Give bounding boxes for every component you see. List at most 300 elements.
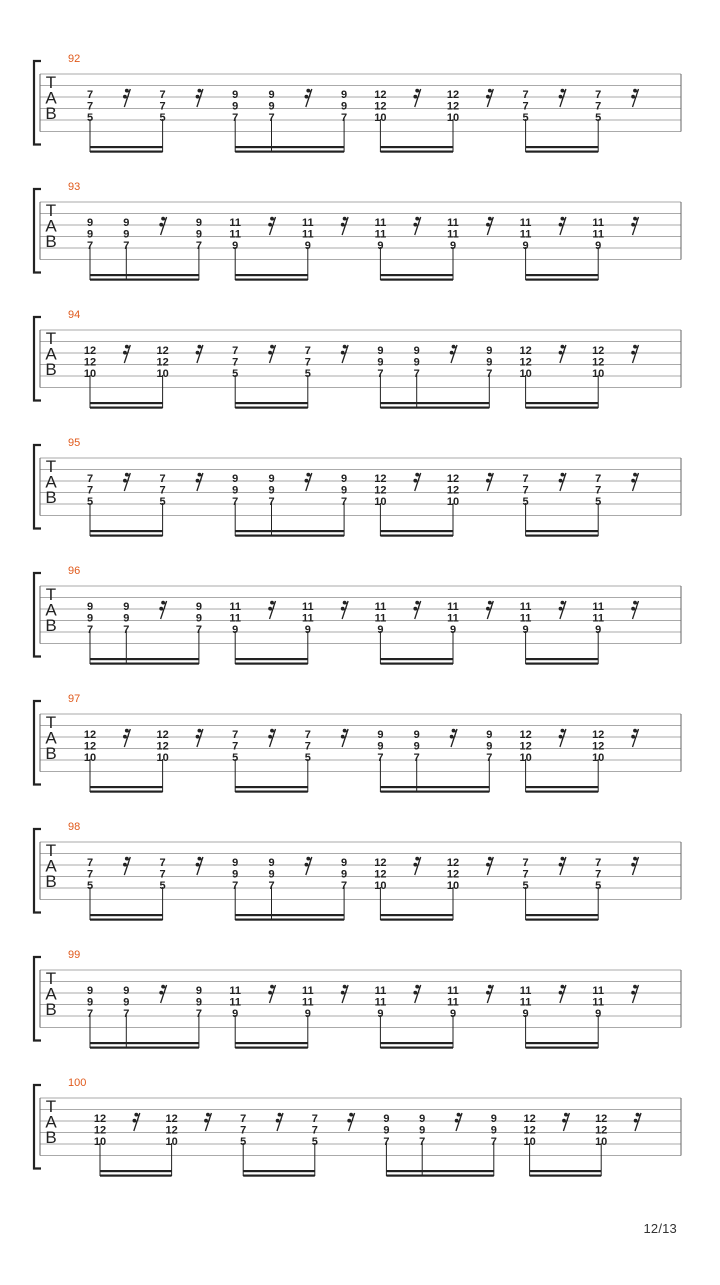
fret-number: 7	[268, 496, 275, 508]
sixteenth-rest	[347, 1113, 354, 1131]
fret-number: 5	[304, 752, 311, 764]
fret-number: 11	[519, 996, 532, 1009]
beam	[90, 919, 163, 921]
fret-number: 7	[490, 1136, 497, 1148]
tab-clef-letter: A	[45, 600, 57, 620]
fret-number: 12	[595, 1124, 608, 1137]
fret-number: 12	[519, 356, 532, 369]
measure-number: 97	[68, 693, 81, 705]
tab-clef-letter: A	[45, 472, 57, 492]
fret-number: 7	[86, 473, 94, 485]
tab-system-92	[34, 53, 681, 153]
fret-number: 7	[595, 89, 602, 101]
fret-number: 11	[592, 228, 605, 241]
fret-number: 11	[447, 985, 459, 997]
fret-number: 5	[86, 112, 94, 124]
sixteenth-rest	[413, 217, 420, 235]
sixteenth-rest	[123, 729, 130, 747]
fret-number: 9	[123, 612, 130, 625]
beam	[235, 658, 308, 660]
fret-number: 9	[268, 473, 275, 485]
fret-number: 9	[377, 240, 384, 252]
fret-number: 9	[341, 100, 348, 113]
tab-clef-letter: B	[45, 1000, 57, 1019]
fret-number: 9	[86, 601, 94, 613]
fret-number: 5	[304, 368, 311, 380]
fret-number: 11	[229, 996, 242, 1009]
fret-number: 9	[449, 1008, 457, 1020]
fret-number: 9	[419, 1113, 426, 1125]
sixteenth-rest	[631, 345, 638, 363]
fret-number: 11	[519, 612, 532, 625]
fret-number: 7	[486, 752, 493, 764]
sixteenth-rest	[486, 985, 493, 1003]
sixteenth-rest	[268, 601, 275, 619]
tab-system-98	[34, 821, 681, 921]
fret-number: 7	[195, 624, 202, 636]
fret-number: 9	[232, 624, 239, 636]
tab-system-99	[34, 949, 681, 1049]
sixteenth-rest	[631, 601, 638, 619]
fret-number: 10	[519, 368, 532, 380]
fret-number: 12	[446, 868, 460, 881]
beam	[526, 1047, 599, 1049]
fret-number: 9	[86, 996, 94, 1009]
tab-system-95	[34, 437, 681, 537]
fret-number: 10	[93, 1136, 107, 1148]
fret-number: 9	[377, 740, 384, 753]
fret-number: 7	[595, 484, 602, 497]
beam	[530, 1170, 602, 1172]
sixteenth-rest	[486, 601, 493, 619]
beam	[526, 535, 599, 537]
fret-number: 9	[341, 473, 348, 485]
fret-number: 10	[374, 496, 387, 508]
fret-number: 12	[374, 857, 387, 869]
fret-number: 12	[83, 356, 97, 369]
fret-number: 12	[592, 729, 605, 741]
fret-number: 9	[195, 217, 202, 229]
fret-number: 7	[419, 1136, 426, 1148]
sixteenth-rest	[123, 345, 130, 363]
sixteenth-rest	[159, 985, 166, 1003]
beam	[90, 151, 163, 153]
fret-number: 9	[86, 985, 94, 997]
tab-system-96	[34, 565, 681, 665]
beam	[90, 146, 163, 148]
beam	[90, 786, 163, 788]
fret-number: 12	[165, 1124, 178, 1137]
page-number: 12/13	[643, 1221, 677, 1236]
fret-number: 12	[83, 740, 97, 753]
fret-number: 7	[232, 729, 239, 741]
tab-clef-letter: T	[45, 713, 57, 732]
beam	[380, 402, 489, 404]
beam	[526, 786, 599, 788]
fret-number: 7	[86, 484, 94, 497]
fret-number: 9	[341, 484, 348, 497]
fret-number: 9	[413, 740, 420, 753]
sixteenth-rest	[159, 601, 166, 619]
fret-number: 7	[159, 868, 166, 881]
tab-clef-letter: T	[45, 841, 57, 860]
fret-number: 11	[229, 228, 242, 241]
beam	[380, 146, 453, 148]
measure-number: 95	[68, 437, 81, 449]
fret-number: 5	[159, 880, 166, 892]
sixteenth-rest	[341, 985, 348, 1003]
fret-number: 9	[341, 89, 348, 101]
fret-number: 9	[413, 356, 420, 369]
fret-number: 9	[304, 1008, 311, 1020]
sixteenth-rest	[413, 985, 420, 1003]
beam	[235, 402, 308, 404]
sixteenth-rest	[196, 729, 203, 747]
sixteenth-rest	[413, 473, 420, 491]
fret-number: 10	[446, 496, 460, 508]
fret-number: 7	[195, 240, 202, 252]
fret-number: 9	[486, 356, 493, 369]
beam	[526, 151, 599, 153]
fret-number: 7	[86, 100, 94, 113]
fret-number: 7	[304, 356, 311, 369]
beam	[386, 1175, 493, 1177]
sixteenth-rest	[450, 345, 457, 363]
beam	[526, 914, 599, 916]
beam	[380, 658, 453, 660]
beam	[526, 274, 599, 276]
fret-number: 7	[595, 473, 602, 485]
sixteenth-rest	[559, 985, 566, 1003]
beam	[235, 146, 344, 148]
fret-number: 9	[304, 624, 311, 636]
fret-number: 9	[195, 985, 202, 997]
sixteenth-rest	[341, 729, 348, 747]
fret-number: 9	[383, 1124, 390, 1137]
beam	[526, 919, 599, 921]
fret-number: 11	[374, 601, 387, 613]
fret-number: 5	[595, 496, 602, 508]
sixteenth-rest	[196, 857, 203, 875]
fret-number: 12	[446, 89, 460, 101]
beam	[90, 535, 163, 537]
sixteenth-rest	[631, 857, 638, 875]
sixteenth-rest	[159, 217, 166, 235]
fret-number: 7	[268, 112, 275, 124]
fret-number: 10	[446, 880, 460, 892]
fret-number: 12	[592, 740, 605, 753]
fret-number: 11	[301, 217, 314, 229]
fret-number: 5	[522, 112, 529, 124]
fret-number: 7	[86, 868, 94, 881]
fret-number: 9	[595, 240, 602, 252]
sixteenth-rest	[559, 857, 566, 875]
beam	[380, 530, 453, 532]
fret-number: 11	[519, 228, 532, 241]
fret-number: 9	[341, 868, 348, 881]
fret-number: 12	[374, 473, 387, 485]
fret-number: 11	[229, 612, 242, 625]
fret-number: 9	[341, 857, 348, 869]
beam	[380, 1042, 453, 1044]
beam	[530, 1175, 602, 1177]
fret-number: 9	[232, 484, 239, 497]
sixteenth-rest	[133, 1113, 140, 1131]
sixteenth-rest	[486, 217, 493, 235]
fret-number: 7	[159, 484, 166, 497]
beam	[235, 274, 308, 276]
fret-number: 7	[522, 857, 529, 869]
sixteenth-rest	[276, 1113, 283, 1131]
sixteenth-rest	[559, 89, 566, 107]
fret-number: 11	[301, 996, 314, 1009]
fret-number: 9	[490, 1113, 497, 1125]
fret-number: 12	[446, 473, 460, 485]
sixteenth-rest	[123, 89, 130, 107]
sixteenth-rest	[268, 985, 275, 1003]
fret-number: 9	[377, 729, 384, 741]
beam	[380, 914, 453, 916]
fret-number: 7	[377, 368, 384, 380]
sixteenth-rest	[486, 89, 493, 107]
beam	[90, 407, 163, 409]
fret-number: 9	[490, 1124, 497, 1137]
beam	[380, 274, 453, 276]
beam	[526, 146, 599, 148]
fret-number: 9	[123, 217, 130, 229]
fret-number: 7	[383, 1136, 390, 1148]
sixteenth-rest	[562, 1113, 569, 1131]
sixteenth-rest	[268, 729, 275, 747]
tab-clef-letter: T	[45, 329, 57, 348]
beam	[526, 279, 599, 281]
fret-number: 5	[232, 368, 239, 380]
fret-number: 9	[413, 729, 420, 741]
tab-clef-letter: B	[45, 104, 57, 123]
beam	[235, 914, 344, 916]
tab-clef-letter: T	[45, 457, 57, 476]
fret-number: 7	[123, 240, 130, 252]
beam	[90, 402, 163, 404]
sixteenth-rest	[413, 857, 420, 875]
fret-number: 12	[519, 345, 532, 357]
fret-number: 12	[83, 729, 97, 741]
fret-number: 9	[232, 868, 239, 881]
fret-number: 10	[165, 1136, 178, 1148]
tab-system-97	[34, 693, 681, 793]
beam	[526, 402, 599, 404]
fret-number: 5	[232, 752, 239, 764]
sixteenth-rest	[196, 473, 203, 491]
fret-number: 9	[377, 345, 384, 357]
fret-number: 11	[447, 612, 459, 625]
fret-number: 11	[229, 217, 242, 229]
beam	[90, 663, 199, 665]
tab-clef-letter: B	[45, 616, 57, 635]
fret-number: 5	[311, 1136, 318, 1148]
tab-clef-letter: B	[45, 488, 57, 507]
fret-number: 7	[123, 1008, 130, 1020]
fret-number: 7	[341, 880, 348, 892]
beam	[235, 1042, 308, 1044]
fret-number: 7	[522, 868, 529, 881]
fret-number: 12	[156, 729, 169, 741]
fret-number: 9	[449, 624, 457, 636]
beam	[90, 274, 199, 276]
fret-number: 7	[595, 868, 602, 881]
beam	[380, 786, 489, 788]
sixteenth-rest	[455, 1113, 462, 1131]
fret-number: 9	[232, 1008, 239, 1020]
fret-number: 9	[377, 1008, 384, 1020]
sixteenth-rest	[196, 89, 203, 107]
fret-number: 9	[123, 985, 130, 997]
beam	[526, 530, 599, 532]
fret-number: 12	[519, 729, 532, 741]
fret-number: 7	[486, 368, 493, 380]
fret-number: 7	[341, 496, 348, 508]
sixteenth-rest	[123, 473, 130, 491]
beam	[243, 1175, 315, 1177]
sixteenth-rest	[631, 985, 638, 1003]
fret-number: 5	[522, 496, 529, 508]
measure-number: 93	[68, 181, 81, 193]
beam	[235, 663, 308, 665]
beam	[235, 1047, 308, 1049]
fret-number: 10	[374, 880, 387, 892]
fret-number: 9	[595, 624, 602, 636]
tab-clef-letter: B	[45, 1128, 57, 1147]
measure-number: 92	[68, 53, 81, 65]
fret-number: 11	[374, 612, 387, 625]
fret-number: 9	[86, 217, 94, 229]
beam	[90, 1047, 199, 1049]
fret-number: 12	[592, 356, 605, 369]
fret-number: 7	[86, 857, 94, 869]
fret-number: 12	[93, 1124, 107, 1137]
measure-number: 98	[68, 821, 81, 833]
beam	[386, 1170, 493, 1172]
fret-number: 7	[232, 112, 239, 124]
fret-number: 7	[377, 752, 384, 764]
fret-number: 7	[304, 740, 311, 753]
fret-number: 9	[195, 996, 202, 1009]
sixteenth-rest	[204, 1113, 211, 1131]
fret-number: 9	[268, 868, 275, 881]
fret-number: 11	[447, 228, 459, 241]
fret-number: 12	[374, 89, 387, 101]
fret-number: 7	[159, 89, 166, 101]
fret-number: 7	[311, 1124, 318, 1137]
fret-number: 12	[523, 1113, 536, 1125]
beam	[526, 407, 599, 409]
fret-number: 7	[159, 100, 166, 113]
beam	[380, 535, 453, 537]
fret-number: 11	[374, 996, 387, 1009]
fret-number: 10	[446, 112, 460, 124]
tab-clef-letter: A	[45, 88, 57, 108]
fret-number: 7	[86, 89, 94, 101]
fret-number: 12	[446, 857, 460, 869]
fret-number: 9	[232, 100, 239, 113]
fret-number: 5	[86, 496, 94, 508]
beam	[380, 1047, 453, 1049]
fret-number: 9	[268, 100, 275, 113]
tab-system-94	[34, 309, 681, 409]
sixteenth-rest	[486, 473, 493, 491]
fret-number: 9	[486, 740, 493, 753]
fret-number: 9	[522, 1008, 529, 1020]
beam	[90, 914, 163, 916]
tab-clef-letter: A	[45, 344, 57, 364]
fret-number: 12	[374, 100, 387, 113]
fret-number: 10	[83, 752, 97, 764]
beam	[100, 1175, 172, 1177]
fret-number: 9	[268, 89, 275, 101]
beam	[526, 663, 599, 665]
beam	[90, 530, 163, 532]
fret-number: 5	[240, 1136, 247, 1148]
fret-number: 12	[93, 1113, 107, 1125]
fret-number: 11	[592, 985, 605, 997]
sixteenth-rest	[268, 217, 275, 235]
beam	[90, 279, 199, 281]
fret-number: 7	[232, 496, 239, 508]
tab-clef-letter: T	[45, 1097, 57, 1116]
fret-number: 7	[413, 368, 420, 380]
fret-number: 7	[123, 624, 130, 636]
fret-number: 9	[522, 624, 529, 636]
fret-number: 9	[195, 228, 202, 241]
fret-number: 12	[519, 740, 532, 753]
fret-number: 9	[595, 1008, 602, 1020]
fret-number: 9	[413, 345, 420, 357]
fret-number: 12	[156, 356, 169, 369]
fret-number: 9	[268, 484, 275, 497]
fret-number: 7	[86, 624, 94, 636]
fret-number: 11	[592, 996, 605, 1009]
fret-number: 12	[446, 484, 460, 497]
beam	[380, 919, 453, 921]
beam	[380, 663, 453, 665]
fret-number: 9	[232, 473, 239, 485]
fret-number: 7	[595, 100, 602, 113]
fret-number: 9	[268, 857, 275, 869]
tab-clef-letter: A	[45, 216, 57, 236]
fret-number: 7	[311, 1113, 318, 1125]
fret-number: 9	[232, 89, 239, 101]
sixteenth-rest	[305, 89, 312, 107]
fret-number: 7	[304, 345, 311, 357]
tab-clef-letter: B	[45, 872, 57, 891]
fret-number: 7	[522, 473, 529, 485]
fret-number: 9	[522, 240, 529, 252]
fret-number: 10	[595, 1136, 608, 1148]
tab-clef-letter: A	[45, 984, 57, 1004]
fret-number: 12	[374, 484, 387, 497]
fret-number: 11	[301, 601, 314, 613]
fret-number: 11	[301, 228, 314, 241]
fret-number: 7	[232, 345, 239, 357]
fret-number: 9	[123, 996, 130, 1009]
fret-number: 9	[486, 729, 493, 741]
tab-clef-letter: B	[45, 360, 57, 379]
tab-clef-letter: B	[45, 232, 57, 251]
beam	[235, 791, 308, 793]
fret-number: 11	[592, 217, 605, 229]
fret-number: 7	[86, 240, 94, 252]
beam	[526, 1042, 599, 1044]
